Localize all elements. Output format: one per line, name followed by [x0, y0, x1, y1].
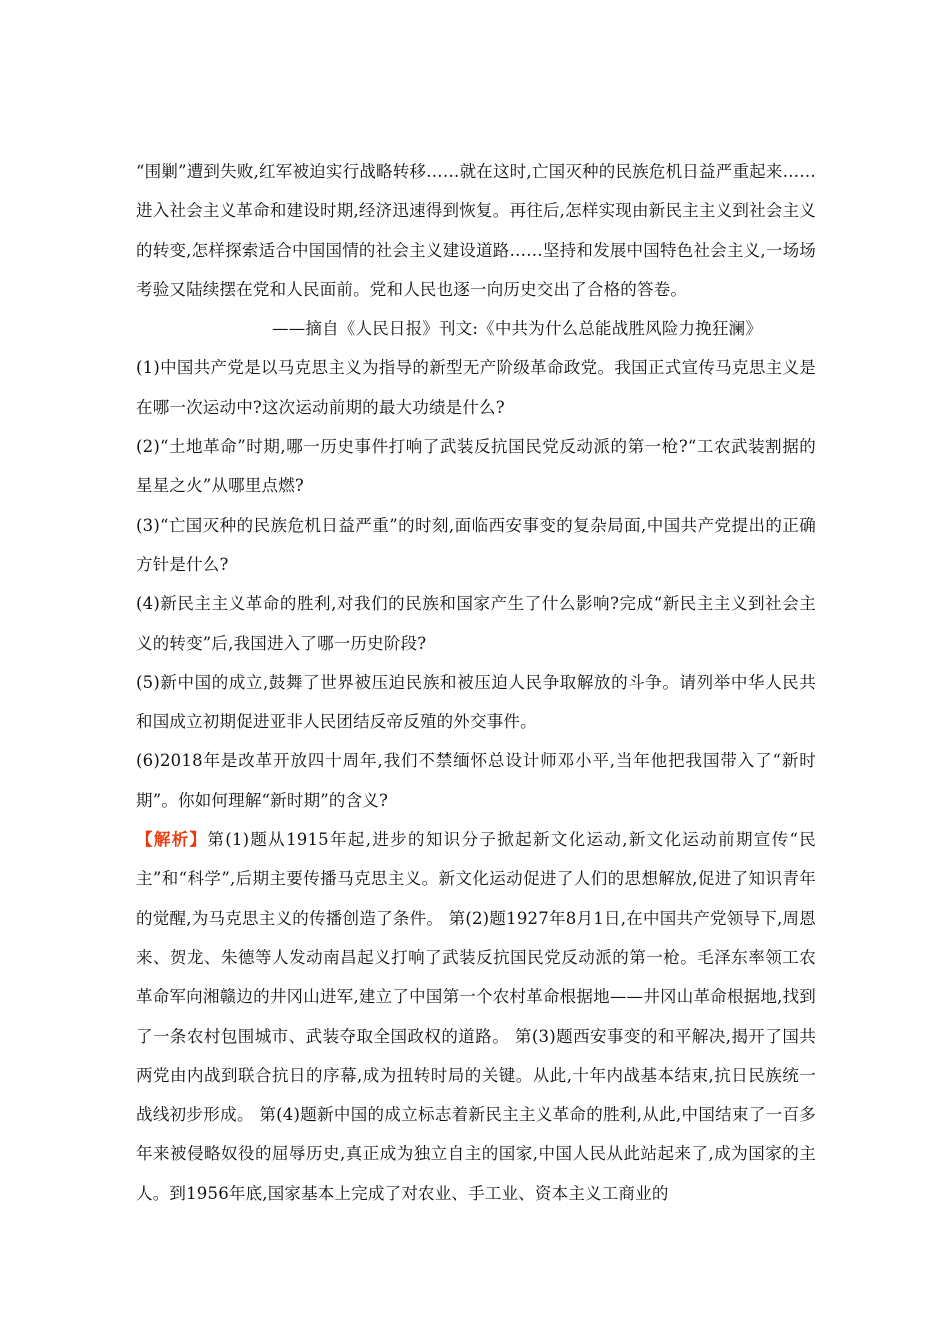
question-4: (4)新民主主义革命的胜利,对我们的民族和国家产生了什么影响?完成“新民主主义到社会主义的转变”后,我国进入了哪一历史阶段?: [136, 594, 816, 653]
document-page: [136, 152, 816, 1213]
passage-text: “围剿”遭到失败,红军被迫实行战略转移……就在这时,亡国灭种的民族危机日益严重起来…… 进入社会主义革命和建设时期,经济迅速得到恢复。再往后,怎样实现由新民主主义到社会主义的转变,怎样探索适合中国国情的社会主义建设道路……坚持和发展中国特色社会主义,一场场考验又陆续摆在党和人民面前。党和人民也逐一向历史交出了合格的答卷。: [136, 162, 816, 299]
question-2: (2)“土地革命”时期,哪一历史事件打响了武装反抗国民党反动派的第一枪?“工农武装割据的星星之火”从哪里点燃?: [136, 437, 816, 496]
question-3: (3)“亡国灭种的民族危机日益严重”的时刻,面临西安事变的复杂局面,中国共产党提出的正确方针是什么?: [136, 515, 816, 574]
question-1: (1)中国共产党是以马克思主义为指导的新型无产阶级革命政党。我国正式宣传马克思主义是在哪一次运动中?这次运动前期的最大功绩是什么?: [136, 358, 816, 417]
passage-source: ——摘自《人民日报》刊文:《中共为什么总能战胜风险力挽狂澜》: [272, 319, 763, 339]
analysis-label: 【解析】: [136, 830, 208, 850]
analysis-text: 第(1)题从1915年起,进步的知识分子掀起新文化运动,新文化运动前期宣传“民主”和“科学”,后期主要传播马克思主义。新文化运动促进了人们的思想解放,促进了知识青年的觉醒,为马克思主义的传播创造了条件。 第(2)题1927年8月1日,在中国共产党领导下,周恩来、贺龙、朱德等人发动南昌起义打响了武装反抗国民党反动派的第一枪。毛泽东率领工农革命军向湘赣边的井冈山进军,建立了中国第一个农村革命根据地——井冈山革命根据地,找到了一条农村包围城市、武装夺取全国政权的道路。 第(3)题西安事变的和平解决,揭开了国共两党由内战到联合抗日的序幕,成为扭转时局的关键。从此,十年内战基本结束,抗日民族统一战线初步形成。 第(4)题新中国的成立标志着新民主主义革命的胜利,从此,中国结束了一百多年来被侵略奴役的屈辱历史,真正成为独立自主的国家,中国人民从此站起来了,成为国家的主人。到1956年底,国家基本上完成了对农业、手工业、资本主义工商业的: [136, 830, 816, 1203]
question-5: (5)新中国的成立,鼓舞了世界被压迫民族和被压迫人民争取解放的斗争。请列举中华人民共和国成立初期促进亚非人民团结反帝反殖的外交事件。: [136, 672, 816, 732]
analysis-block: [136, 820, 816, 1213]
question-6: (6)2018年是改革开放四十周年,我们不禁缅怀总设计师邓小平,当年他把我国带入了“新时期”。你如何理解“新时期”的含义?: [136, 751, 816, 810]
